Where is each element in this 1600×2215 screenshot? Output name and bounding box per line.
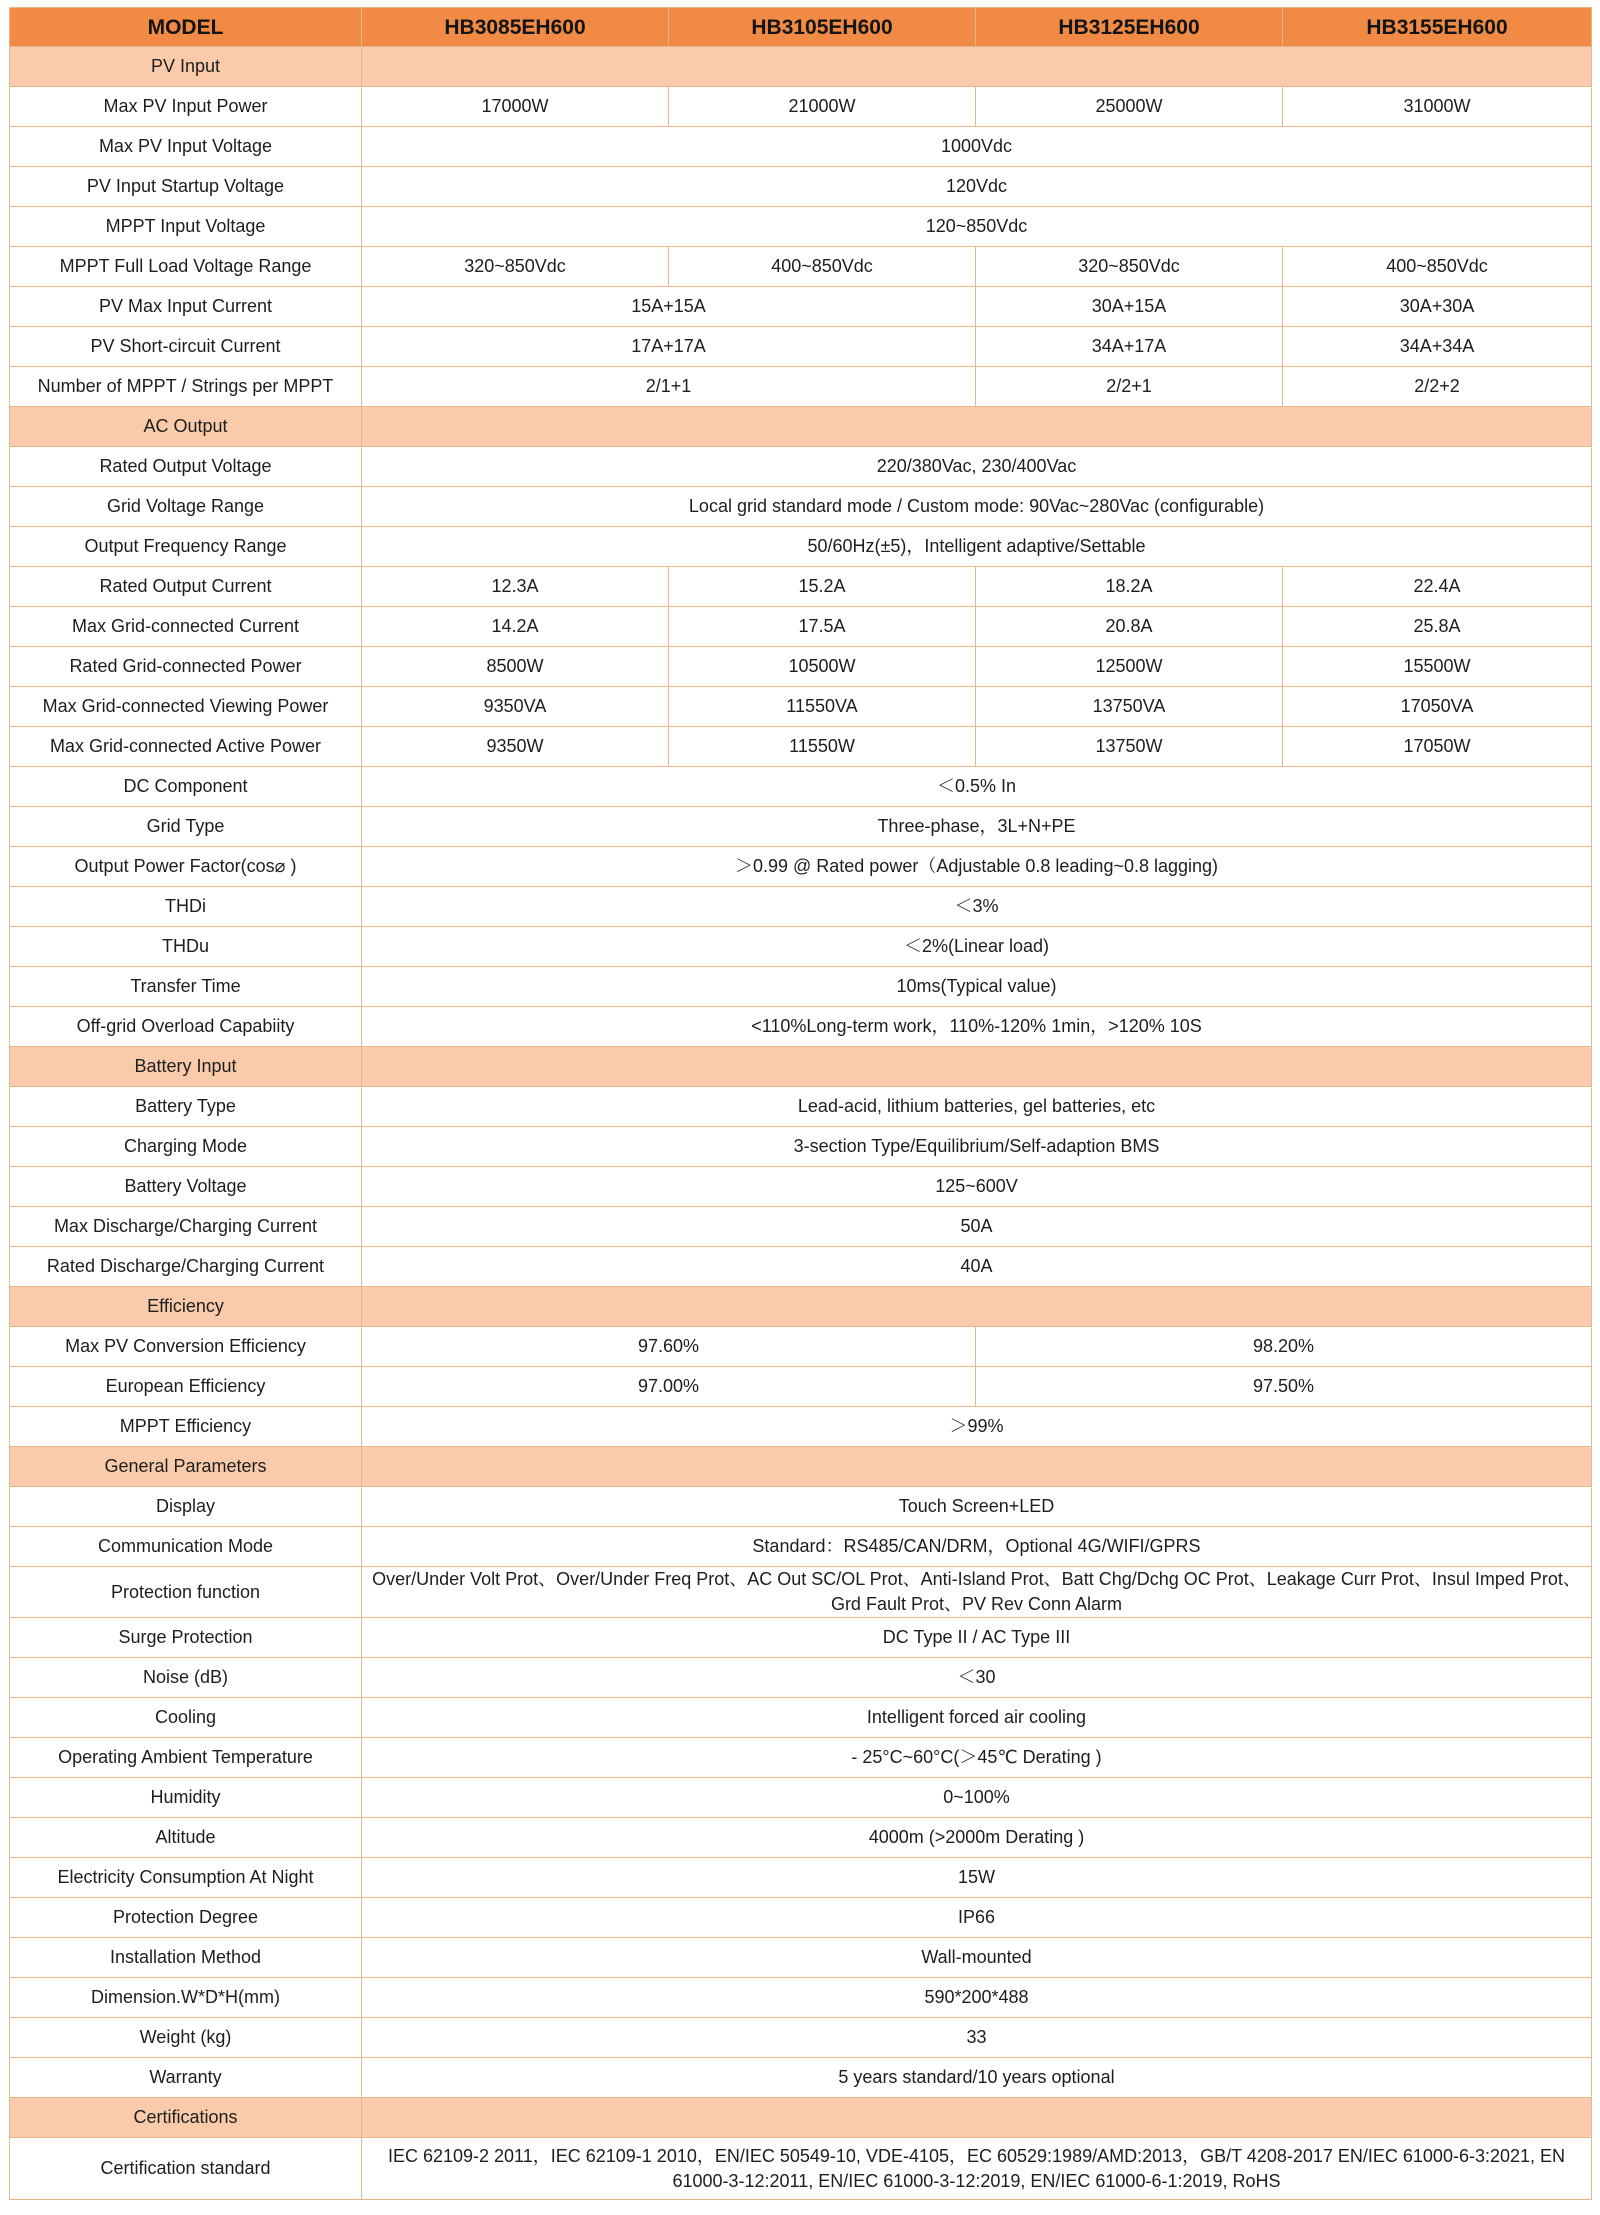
spec-label: Warranty [10, 2058, 362, 2098]
spec-row [10, 1738, 1592, 1778]
spec-row [10, 87, 1592, 127]
section-title: Efficiency [10, 1287, 362, 1327]
spec-value: 10ms(Typical value) [362, 967, 1592, 1007]
spec-value: Intelligent forced air cooling [362, 1698, 1592, 1738]
spec-row [10, 1567, 1592, 1618]
section-title: Battery Input [10, 1047, 362, 1087]
spec-value: <110%Long-term work，110%-120% 1min，>120% 10S [362, 1007, 1592, 1047]
spec-value: 590*200*488 [362, 1978, 1592, 2018]
spec-value: 120Vdc [362, 167, 1592, 207]
spec-label: Rated Output Voltage [10, 447, 362, 487]
spec-row [10, 967, 1592, 1007]
spec-label: European Efficiency [10, 1367, 362, 1407]
spec-label: Transfer Time [10, 967, 362, 1007]
spec-row [10, 567, 1592, 607]
spec-row [10, 127, 1592, 167]
spec-label: Cooling [10, 1698, 362, 1738]
spec-label: Battery Type [10, 1087, 362, 1127]
spec-value: Touch Screen+LED [362, 1487, 1592, 1527]
spec-value: 21000W [669, 87, 976, 127]
spec-row [10, 1698, 1592, 1738]
spec-value: 9350VA [362, 687, 669, 727]
spec-value: 15.2A [669, 567, 976, 607]
section-fill [362, 2098, 1592, 2138]
spec-value: ＜3% [362, 887, 1592, 927]
spec-value: 97.60% [362, 1327, 976, 1367]
spec-value: 10500W [669, 647, 976, 687]
spec-value: Local grid standard mode / Custom mode: 90Vac~280Vac (configurable) [362, 487, 1592, 527]
spec-label: MPPT Full Load Voltage Range [10, 247, 362, 287]
spec-row [10, 1527, 1592, 1567]
spec-label: Humidity [10, 1778, 362, 1818]
spec-row [10, 1407, 1592, 1447]
spec-table [9, 7, 1592, 2200]
spec-value: 320~850Vdc [362, 247, 669, 287]
spec-label: Protection function [10, 1567, 362, 1618]
spec-label: Grid Type [10, 807, 362, 847]
spec-value: 0~100% [362, 1778, 1592, 1818]
spec-row [10, 807, 1592, 847]
spec-value: 25000W [976, 87, 1283, 127]
spec-value: Standard：RS485/CAN/DRM，Optional 4G/WIFI/GPRS [362, 1527, 1592, 1567]
spec-row [10, 447, 1592, 487]
spec-value: 17A+17A [362, 327, 976, 367]
spec-value: 14.2A [362, 607, 669, 647]
spec-value: 11550VA [669, 687, 976, 727]
spec-row [10, 1127, 1592, 1167]
spec-label: DC Component [10, 767, 362, 807]
spec-value: 15500W [1283, 647, 1592, 687]
spec-row [10, 1658, 1592, 1698]
spec-label: PV Input Startup Voltage [10, 167, 362, 207]
spec-value: 50/60Hz(±5)，Intelligent adaptive/Settable [362, 527, 1592, 567]
spec-table-body [10, 8, 1592, 2200]
spec-label: Operating Ambient Temperature [10, 1738, 362, 1778]
spec-row [10, 607, 1592, 647]
spec-value: 3-section Type/Equilibrium/Self-adaption BMS [362, 1127, 1592, 1167]
spec-label: Certification standard [10, 2138, 362, 2200]
spec-value: - 25°C~60°C(＞45℃ Derating ) [362, 1738, 1592, 1778]
section-fill [362, 1047, 1592, 1087]
spec-value: 2/1+1 [362, 367, 976, 407]
spec-row [10, 1327, 1592, 1367]
spec-label: Surge Protection [10, 1618, 362, 1658]
spec-value: 15W [362, 1858, 1592, 1898]
spec-value: Over/Under Volt Prot、Over/Under Freq Prot、AC Out SC/OL Prot、Anti-Island Prot、Batt Chg/Dchg OC Prot、Leakage Curr Prot、Insul Imped Prot、Grd Fault Prot、PV Rev Conn Alarm [362, 1567, 1592, 1618]
section-header-row [10, 1047, 1592, 1087]
spec-label: Rated Grid-connected Power [10, 647, 362, 687]
spec-label: Noise (dB) [10, 1658, 362, 1698]
spec-row [10, 1247, 1592, 1287]
spec-label: Max PV Input Voltage [10, 127, 362, 167]
section-fill [362, 407, 1592, 447]
section-title: AC Output [10, 407, 362, 447]
spec-row [10, 1367, 1592, 1407]
model-name: HB3125EH600 [976, 8, 1283, 47]
spec-label: Max Grid-connected Viewing Power [10, 687, 362, 727]
spec-label: Off-grid Overload Capabiity [10, 1007, 362, 1047]
spec-value: 9350W [362, 727, 669, 767]
spec-label: MPPT Input Voltage [10, 207, 362, 247]
spec-row [10, 647, 1592, 687]
spec-row [10, 287, 1592, 327]
spec-value: Wall-mounted [362, 1938, 1592, 1978]
section-fill [362, 1447, 1592, 1487]
spec-row [10, 767, 1592, 807]
spec-row [10, 1207, 1592, 1247]
spec-value: 17050W [1283, 727, 1592, 767]
spec-label: PV Max Input Current [10, 287, 362, 327]
spec-value: DC Type II / AC Type III [362, 1618, 1592, 1658]
spec-value: 5 years standard/10 years optional [362, 2058, 1592, 2098]
spec-value: 17000W [362, 87, 669, 127]
spec-label: Display [10, 1487, 362, 1527]
spec-row [10, 487, 1592, 527]
spec-value: 22.4A [1283, 567, 1592, 607]
spec-value: 17.5A [669, 607, 976, 647]
spec-value: IEC 62109-2 2011，IEC 62109-1 2010，EN/IEC 50549-10, VDE-4105，EC 60529:1989/AMD:2013，GB/T 4208-2017 EN/IEC 61000-6-3:2021, EN 61000-3-12:2011, EN/IEC 61000-3-12:2019, EN/IEC 61000-6-1:2019, RoHS [362, 2138, 1592, 2200]
spec-label: Electricity Consumption At Night [10, 1858, 362, 1898]
spec-label: Altitude [10, 1818, 362, 1858]
spec-row [10, 847, 1592, 887]
section-header-row [10, 1287, 1592, 1327]
section-fill [362, 47, 1592, 87]
spec-value: IP66 [362, 1898, 1592, 1938]
spec-label: Battery Voltage [10, 1167, 362, 1207]
section-header-row [10, 1447, 1592, 1487]
spec-row [10, 1087, 1592, 1127]
spec-label: Max Discharge/Charging Current [10, 1207, 362, 1247]
model-name: HB3085EH600 [362, 8, 669, 47]
spec-label: Number of MPPT / Strings per MPPT [10, 367, 362, 407]
spec-row [10, 727, 1592, 767]
model-header-label: MODEL [10, 8, 362, 47]
spec-row [10, 327, 1592, 367]
spec-value: 220/380Vac, 230/400Vac [362, 447, 1592, 487]
spec-value: 25.8A [1283, 607, 1592, 647]
spec-value: 1000Vdc [362, 127, 1592, 167]
header-row [10, 8, 1592, 47]
spec-value: 400~850Vdc [1283, 247, 1592, 287]
spec-row [10, 2058, 1592, 2098]
spec-value: ＜2%(Linear load) [362, 927, 1592, 967]
model-name: HB3105EH600 [669, 8, 976, 47]
spec-label: Rated Discharge/Charging Current [10, 1247, 362, 1287]
spec-row [10, 927, 1592, 967]
spec-row [10, 247, 1592, 287]
spec-row [10, 1778, 1592, 1818]
spec-label: Installation Method [10, 1938, 362, 1978]
spec-row [10, 1858, 1592, 1898]
spec-value: 4000m (>2000m Derating ) [362, 1818, 1592, 1858]
spec-value: 34A+34A [1283, 327, 1592, 367]
spec-value: 17050VA [1283, 687, 1592, 727]
spec-value: ＜0.5% In [362, 767, 1592, 807]
section-header-row [10, 47, 1592, 87]
spec-row [10, 1487, 1592, 1527]
model-name: HB3155EH600 [1283, 8, 1592, 47]
section-title: General Parameters [10, 1447, 362, 1487]
spec-value: 2/2+2 [1283, 367, 1592, 407]
spec-value: 12500W [976, 647, 1283, 687]
spec-value: 33 [362, 2018, 1592, 2058]
spec-value: 97.50% [976, 1367, 1592, 1407]
spec-value: 13750W [976, 727, 1283, 767]
spec-sheet [9, 7, 1591, 2200]
section-title: PV Input [10, 47, 362, 87]
spec-value: 34A+17A [976, 327, 1283, 367]
spec-row [10, 1007, 1592, 1047]
spec-row [10, 1898, 1592, 1938]
spec-value: 18.2A [976, 567, 1283, 607]
spec-value: Three-phase，3L+N+PE [362, 807, 1592, 847]
spec-value: Lead-acid, lithium batteries, gel batteries, etc [362, 1087, 1592, 1127]
spec-row [10, 1618, 1592, 1658]
spec-label: Protection Degree [10, 1898, 362, 1938]
spec-value: 50A [362, 1207, 1592, 1247]
spec-label: Max PV Conversion Efficiency [10, 1327, 362, 1367]
spec-label: Max Grid-connected Active Power [10, 727, 362, 767]
spec-label: Weight (kg) [10, 2018, 362, 2058]
spec-value: 97.00% [362, 1367, 976, 1407]
spec-value: 20.8A [976, 607, 1283, 647]
spec-value: 40A [362, 1247, 1592, 1287]
spec-row [10, 887, 1592, 927]
spec-row [10, 1978, 1592, 2018]
spec-label: MPPT Efficiency [10, 1407, 362, 1447]
spec-row [10, 2018, 1592, 2058]
spec-value: 30A+30A [1283, 287, 1592, 327]
spec-value: 2/2+1 [976, 367, 1283, 407]
spec-value: 31000W [1283, 87, 1592, 127]
spec-label: Output Frequency Range [10, 527, 362, 567]
spec-row [10, 2138, 1592, 2200]
spec-row [10, 167, 1592, 207]
spec-label: Max PV Input Power [10, 87, 362, 127]
spec-value: ＞99% [362, 1407, 1592, 1447]
spec-row [10, 207, 1592, 247]
spec-label: Charging Mode [10, 1127, 362, 1167]
section-header-row [10, 2098, 1592, 2138]
spec-row [10, 1167, 1592, 1207]
section-fill [362, 1287, 1592, 1327]
spec-value: ＞0.99 @ Rated power（Adjustable 0.8 leading~0.8 lagging) [362, 847, 1592, 887]
spec-label: THDi [10, 887, 362, 927]
spec-label: THDu [10, 927, 362, 967]
spec-value: 15A+15A [362, 287, 976, 327]
spec-value: 98.20% [976, 1327, 1592, 1367]
spec-value: 13750VA [976, 687, 1283, 727]
spec-label: Rated Output Current [10, 567, 362, 607]
spec-label: Grid Voltage Range [10, 487, 362, 527]
spec-value: 125~600V [362, 1167, 1592, 1207]
spec-row [10, 367, 1592, 407]
spec-value: 11550W [669, 727, 976, 767]
spec-row [10, 527, 1592, 567]
spec-label: Communication Mode [10, 1527, 362, 1567]
spec-label: PV Short-circuit Current [10, 327, 362, 367]
section-title: Certifications [10, 2098, 362, 2138]
spec-row [10, 1818, 1592, 1858]
spec-label: Max Grid-connected Current [10, 607, 362, 647]
spec-value: 30A+15A [976, 287, 1283, 327]
spec-value: 8500W [362, 647, 669, 687]
spec-label: Output Power Factor(cos⌀ ) [10, 847, 362, 887]
spec-row [10, 1938, 1592, 1978]
spec-value: 12.3A [362, 567, 669, 607]
spec-value: 120~850Vdc [362, 207, 1592, 247]
spec-label: Dimension.W*D*H(mm) [10, 1978, 362, 2018]
section-header-row [10, 407, 1592, 447]
spec-value: 400~850Vdc [669, 247, 976, 287]
spec-value: 320~850Vdc [976, 247, 1283, 287]
spec-value: ＜30 [362, 1658, 1592, 1698]
spec-row [10, 687, 1592, 727]
